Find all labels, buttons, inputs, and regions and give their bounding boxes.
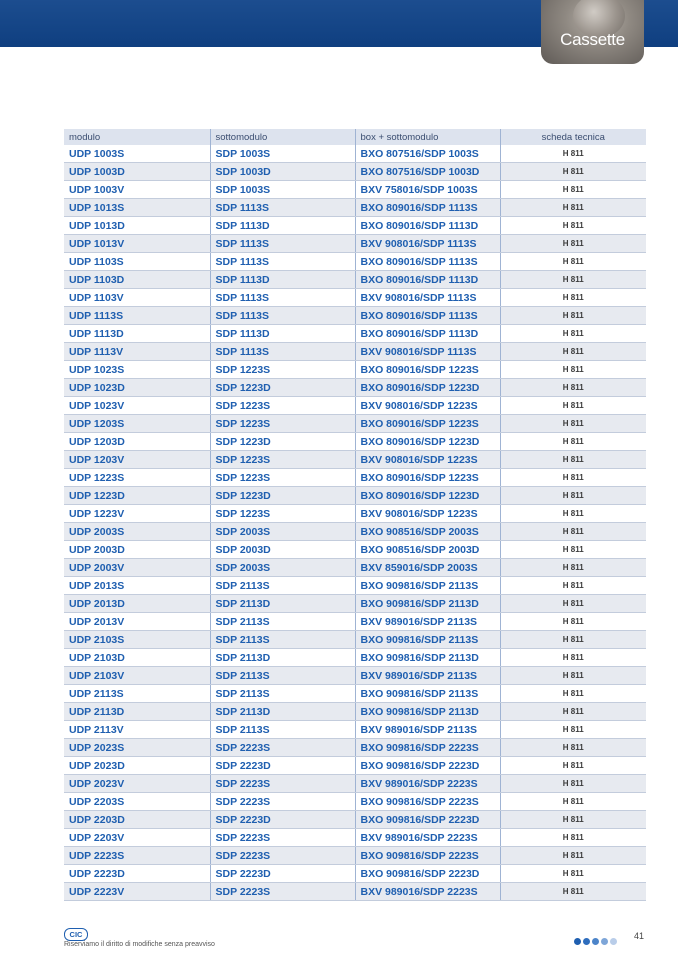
modulo-cell: UDP 1113V — [64, 343, 210, 361]
scheda-tecnica-cell: H 811 — [500, 397, 646, 415]
modulo-cell: UDP 2203V — [64, 829, 210, 847]
modulo-cell: UDP 1103D — [64, 271, 210, 289]
page-number: 41 — [634, 931, 645, 941]
sottomodulo-cell: SDP 1113S — [210, 343, 355, 361]
page-indicator-dots — [574, 932, 619, 950]
modulo-cell: UDP 2023V — [64, 775, 210, 793]
scheda-tecnica-cell: H 811 — [500, 361, 646, 379]
table-row — [64, 289, 646, 307]
modulo-cell: UDP 2003D — [64, 541, 210, 559]
box-sottomodulo-cell: BXV 989016/SDP 2223S — [355, 829, 500, 847]
sottomodulo-cell: SDP 2003S — [210, 559, 355, 577]
sottomodulo-cell: SDP 2223D — [210, 865, 355, 883]
sottomodulo-cell: SDP 2113D — [210, 595, 355, 613]
sottomodulo-cell: SDP 1113D — [210, 217, 355, 235]
modulo-cell: UDP 1003D — [64, 163, 210, 181]
scheda-tecnica-cell: H 811 — [500, 325, 646, 343]
table-row — [64, 307, 646, 325]
box-sottomodulo-cell: BXV 989016/SDP 2223S — [355, 775, 500, 793]
sottomodulo-cell: SDP 1223S — [210, 361, 355, 379]
modulo-cell: UDP 2103S — [64, 631, 210, 649]
table-header-row — [64, 129, 646, 145]
modulo-cell: UDP 2103D — [64, 649, 210, 667]
modulo-cell: UDP 1013D — [64, 217, 210, 235]
sottomodulo-cell: SDP 2113S — [210, 721, 355, 739]
box-sottomodulo-cell: BXO 807516/SDP 1003S — [355, 145, 500, 163]
sottomodulo-cell: SDP 2003S — [210, 523, 355, 541]
column-header-modulo: modulo — [64, 129, 210, 145]
table-row — [64, 631, 646, 649]
box-sottomodulo-cell: BXO 809016/SDP 1223D — [355, 433, 500, 451]
sottomodulo-cell: SDP 2113S — [210, 577, 355, 595]
page-dot — [583, 938, 590, 945]
table-row — [64, 163, 646, 181]
table-row — [64, 847, 646, 865]
modulo-cell: UDP 2113D — [64, 703, 210, 721]
sottomodulo-cell: SDP 1223S — [210, 505, 355, 523]
sottomodulo-cell: SDP 2113S — [210, 667, 355, 685]
box-sottomodulo-cell: BXV 989016/SDP 2113S — [355, 667, 500, 685]
table-row — [64, 325, 646, 343]
scheda-tecnica-cell: H 811 — [500, 775, 646, 793]
sottomodulo-cell: SDP 1113D — [210, 271, 355, 289]
table-row — [64, 829, 646, 847]
box-sottomodulo-cell: BXV 908016/SDP 1113S — [355, 343, 500, 361]
modulo-cell: UDP 2223V — [64, 883, 210, 901]
scheda-tecnica-cell: H 811 — [500, 379, 646, 397]
box-sottomodulo-cell: BXO 809016/SDP 1113S — [355, 199, 500, 217]
sottomodulo-cell: SDP 1113S — [210, 235, 355, 253]
box-sottomodulo-cell: BXO 809016/SDP 1223S — [355, 469, 500, 487]
table-row — [64, 505, 646, 523]
scheda-tecnica-cell: H 811 — [500, 649, 646, 667]
sottomodulo-cell: SDP 1223S — [210, 397, 355, 415]
box-sottomodulo-cell: BXO 909816/SDP 2223D — [355, 757, 500, 775]
table-row — [64, 541, 646, 559]
sottomodulo-cell: SDP 2113D — [210, 649, 355, 667]
box-sottomodulo-cell: BXO 909816/SDP 2113D — [355, 703, 500, 721]
sottomodulo-cell: SDP 1003S — [210, 145, 355, 163]
scheda-tecnica-cell: H 811 — [500, 703, 646, 721]
modulo-cell: UDP 1013V — [64, 235, 210, 253]
sottomodulo-cell: SDP 1003D — [210, 163, 355, 181]
page-dot — [592, 938, 599, 945]
scheda-tecnica-cell: H 811 — [500, 487, 646, 505]
modulo-cell: UDP 1003V — [64, 181, 210, 199]
sottomodulo-cell: SDP 1113S — [210, 307, 355, 325]
sottomodulo-cell: SDP 2223D — [210, 757, 355, 775]
page-dot — [574, 938, 581, 945]
box-sottomodulo-cell: BXO 909816/SDP 2223D — [355, 811, 500, 829]
modulo-cell: UDP 1113S — [64, 307, 210, 325]
table-row — [64, 739, 646, 757]
modulo-cell: UDP 1223S — [64, 469, 210, 487]
table-row — [64, 577, 646, 595]
sottomodulo-cell: SDP 1223S — [210, 415, 355, 433]
sottomodulo-cell: SDP 1223S — [210, 451, 355, 469]
table-row — [64, 523, 646, 541]
table-row — [64, 685, 646, 703]
modulo-cell: UDP 2223D — [64, 865, 210, 883]
box-sottomodulo-cell: BXV 908016/SDP 1113S — [355, 235, 500, 253]
modulo-cell: UDP 1023S — [64, 361, 210, 379]
modulo-cell: UDP 1023V — [64, 397, 210, 415]
modulo-cell: UDP 2113V — [64, 721, 210, 739]
box-sottomodulo-cell: BXO 809016/SDP 1113S — [355, 307, 500, 325]
scheda-tecnica-cell: H 811 — [500, 577, 646, 595]
table-row — [64, 235, 646, 253]
scheda-tecnica-cell: H 811 — [500, 163, 646, 181]
box-sottomodulo-cell: BXV 908016/SDP 1223S — [355, 397, 500, 415]
table-row — [64, 793, 646, 811]
sottomodulo-cell: SDP 1223D — [210, 379, 355, 397]
table-row — [64, 559, 646, 577]
scheda-tecnica-cell: H 811 — [500, 217, 646, 235]
box-sottomodulo-cell: BXO 909816/SDP 2223S — [355, 739, 500, 757]
scheda-tecnica-cell: H 811 — [500, 883, 646, 901]
table-body — [64, 145, 646, 901]
box-sottomodulo-cell: BXV 989016/SDP 2113S — [355, 613, 500, 631]
scheda-tecnica-cell: H 811 — [500, 469, 646, 487]
modulo-cell: UDP 2103V — [64, 667, 210, 685]
table-row — [64, 361, 646, 379]
section-tab[interactable] — [541, 0, 644, 64]
scheda-tecnica-cell: H 811 — [500, 199, 646, 217]
modulo-cell: UDP 1203S — [64, 415, 210, 433]
modulo-cell: UDP 1203D — [64, 433, 210, 451]
sottomodulo-cell: SDP 2223S — [210, 775, 355, 793]
modulo-cell: UDP 2023S — [64, 739, 210, 757]
box-sottomodulo-cell: BXO 909816/SDP 2113D — [355, 595, 500, 613]
column-header-box-sottomodulo: box + sottomodulo — [355, 129, 500, 145]
scheda-tecnica-cell: H 811 — [500, 613, 646, 631]
box-sottomodulo-cell: BXV 859016/SDP 2003S — [355, 559, 500, 577]
sottomodulo-cell: SDP 2003D — [210, 541, 355, 559]
modulo-cell: UDP 1203V — [64, 451, 210, 469]
table-row — [64, 199, 646, 217]
sottomodulo-cell: SDP 2113S — [210, 685, 355, 703]
table-row — [64, 649, 646, 667]
modulo-cell: UDP 1113D — [64, 325, 210, 343]
column-header-scheda-tecnica: scheda tecnica — [500, 129, 646, 145]
sottomodulo-cell: SDP 1223D — [210, 433, 355, 451]
box-sottomodulo-cell: BXV 908016/SDP 1223S — [355, 505, 500, 523]
scheda-tecnica-cell: H 811 — [500, 631, 646, 649]
modulo-cell: UDP 2203D — [64, 811, 210, 829]
modulo-cell: UDP 2003S — [64, 523, 210, 541]
sottomodulo-cell: SDP 1223S — [210, 469, 355, 487]
box-sottomodulo-cell: BXO 807516/SDP 1003D — [355, 163, 500, 181]
modulo-cell: UDP 1223D — [64, 487, 210, 505]
brand-logo: CIC — [64, 928, 88, 941]
scheda-tecnica-cell: H 811 — [500, 523, 646, 541]
table-row — [64, 145, 646, 163]
box-sottomodulo-cell: BXO 909816/SDP 2113S — [355, 685, 500, 703]
table-row — [64, 595, 646, 613]
sottomodulo-cell: SDP 2223S — [210, 793, 355, 811]
scheda-tecnica-cell: H 811 — [500, 757, 646, 775]
table-row — [64, 217, 646, 235]
scheda-tecnica-cell: H 811 — [500, 505, 646, 523]
column-header-sottomodulo: sottomodulo — [210, 129, 355, 145]
page-dot — [601, 938, 608, 945]
scheda-tecnica-cell: H 811 — [500, 847, 646, 865]
box-sottomodulo-cell: BXV 758016/SDP 1003S — [355, 181, 500, 199]
table-row — [64, 757, 646, 775]
modulo-cell: UDP 1003S — [64, 145, 210, 163]
table-row — [64, 343, 646, 361]
modulo-cell: UDP 2013D — [64, 595, 210, 613]
table-row — [64, 721, 646, 739]
scheda-tecnica-cell: H 811 — [500, 595, 646, 613]
sottomodulo-cell: SDP 1113D — [210, 325, 355, 343]
disclaimer-text: Riserviamo il diritto di modifiche senza preavviso — [64, 941, 215, 948]
box-sottomodulo-cell: BXO 909816/SDP 2113S — [355, 631, 500, 649]
table-row — [64, 397, 646, 415]
modulo-cell: UDP 2023D — [64, 757, 210, 775]
box-sottomodulo-cell: BXO 909816/SDP 2223D — [355, 865, 500, 883]
sottomodulo-cell: SDP 1113S — [210, 289, 355, 307]
scheda-tecnica-cell: H 811 — [500, 451, 646, 469]
modulo-cell: UDP 1013S — [64, 199, 210, 217]
sottomodulo-cell: SDP 1113S — [210, 253, 355, 271]
modulo-cell: UDP 2003V — [64, 559, 210, 577]
scheda-tecnica-cell: H 811 — [500, 415, 646, 433]
box-sottomodulo-cell: BXO 909816/SDP 2113D — [355, 649, 500, 667]
scheda-tecnica-cell: H 811 — [500, 559, 646, 577]
scheda-tecnica-cell: H 811 — [500, 235, 646, 253]
table-row — [64, 415, 646, 433]
modulo-cell: UDP 1023D — [64, 379, 210, 397]
table-row — [64, 253, 646, 271]
scheda-tecnica-cell: H 811 — [500, 541, 646, 559]
table-row — [64, 883, 646, 901]
scheda-tecnica-cell: H 811 — [500, 865, 646, 883]
sottomodulo-cell: SDP 2113D — [210, 703, 355, 721]
sottomodulo-cell: SDP 2223S — [210, 883, 355, 901]
table-row — [64, 703, 646, 721]
scheda-tecnica-cell: H 811 — [500, 343, 646, 361]
table-row — [64, 379, 646, 397]
sottomodulo-cell: SDP 2223D — [210, 811, 355, 829]
scheda-tecnica-cell: H 811 — [500, 685, 646, 703]
box-sottomodulo-cell: BXO 908516/SDP 2003D — [355, 541, 500, 559]
scheda-tecnica-cell: H 811 — [500, 433, 646, 451]
table-row — [64, 181, 646, 199]
scheda-tecnica-cell: H 811 — [500, 739, 646, 757]
sottomodulo-cell: SDP 1003S — [210, 181, 355, 199]
scheda-tecnica-cell: H 811 — [500, 793, 646, 811]
box-sottomodulo-cell: BXO 909816/SDP 2223S — [355, 847, 500, 865]
product-table — [64, 129, 646, 901]
table-row — [64, 613, 646, 631]
sottomodulo-cell: SDP 1223D — [210, 487, 355, 505]
scheda-tecnica-cell: H 811 — [500, 811, 646, 829]
modulo-cell: UDP 2223S — [64, 847, 210, 865]
scheda-tecnica-cell: H 811 — [500, 667, 646, 685]
modulo-cell: UDP 2203S — [64, 793, 210, 811]
box-sottomodulo-cell: BXV 989016/SDP 2223S — [355, 883, 500, 901]
table-row — [64, 487, 646, 505]
box-sottomodulo-cell: BXO 809016/SDP 1113D — [355, 217, 500, 235]
sottomodulo-cell: SDP 2223S — [210, 739, 355, 757]
table-row — [64, 271, 646, 289]
modulo-cell: UDP 1103S — [64, 253, 210, 271]
sottomodulo-cell: SDP 1113S — [210, 199, 355, 217]
scheda-tecnica-cell: H 811 — [500, 721, 646, 739]
modulo-cell: UDP 2013S — [64, 577, 210, 595]
scheda-tecnica-cell: H 811 — [500, 181, 646, 199]
box-sottomodulo-cell: BXO 809016/SDP 1113S — [355, 253, 500, 271]
box-sottomodulo-cell: BXV 908016/SDP 1113S — [355, 289, 500, 307]
scheda-tecnica-cell: H 811 — [500, 307, 646, 325]
scheda-tecnica-cell: H 811 — [500, 829, 646, 847]
sottomodulo-cell: SDP 2223S — [210, 829, 355, 847]
box-sottomodulo-cell: BXO 809016/SDP 1223S — [355, 415, 500, 433]
modulo-cell: UDP 1223V — [64, 505, 210, 523]
page-dot — [610, 938, 617, 945]
sottomodulo-cell: SDP 2223S — [210, 847, 355, 865]
box-sottomodulo-cell: BXO 909816/SDP 2223S — [355, 793, 500, 811]
section-tab-label: Cassette — [560, 30, 625, 49]
box-sottomodulo-cell: BXV 989016/SDP 2113S — [355, 721, 500, 739]
box-sottomodulo-cell: BXO 809016/SDP 1113D — [355, 271, 500, 289]
box-sottomodulo-cell: BXO 809016/SDP 1223S — [355, 361, 500, 379]
modulo-cell: UDP 1103V — [64, 289, 210, 307]
sottomodulo-cell: SDP 2113S — [210, 613, 355, 631]
scheda-tecnica-cell: H 811 — [500, 145, 646, 163]
modulo-cell: UDP 2113S — [64, 685, 210, 703]
table-row — [64, 865, 646, 883]
box-sottomodulo-cell: BXO 909816/SDP 2113S — [355, 577, 500, 595]
table-row — [64, 433, 646, 451]
box-sottomodulo-cell: BXO 809016/SDP 1223D — [355, 379, 500, 397]
table-row — [64, 469, 646, 487]
modulo-cell: UDP 2013V — [64, 613, 210, 631]
table-row — [64, 775, 646, 793]
sottomodulo-cell: SDP 2113S — [210, 631, 355, 649]
box-sottomodulo-cell: BXV 908016/SDP 1223S — [355, 451, 500, 469]
scheda-tecnica-cell: H 811 — [500, 253, 646, 271]
scheda-tecnica-cell: H 811 — [500, 271, 646, 289]
scheda-tecnica-cell: H 811 — [500, 289, 646, 307]
table-row — [64, 667, 646, 685]
table-row — [64, 451, 646, 469]
box-sottomodulo-cell: BXO 908516/SDP 2003S — [355, 523, 500, 541]
box-sottomodulo-cell: BXO 809016/SDP 1223D — [355, 487, 500, 505]
box-sottomodulo-cell: BXO 809016/SDP 1113D — [355, 325, 500, 343]
table-row — [64, 811, 646, 829]
